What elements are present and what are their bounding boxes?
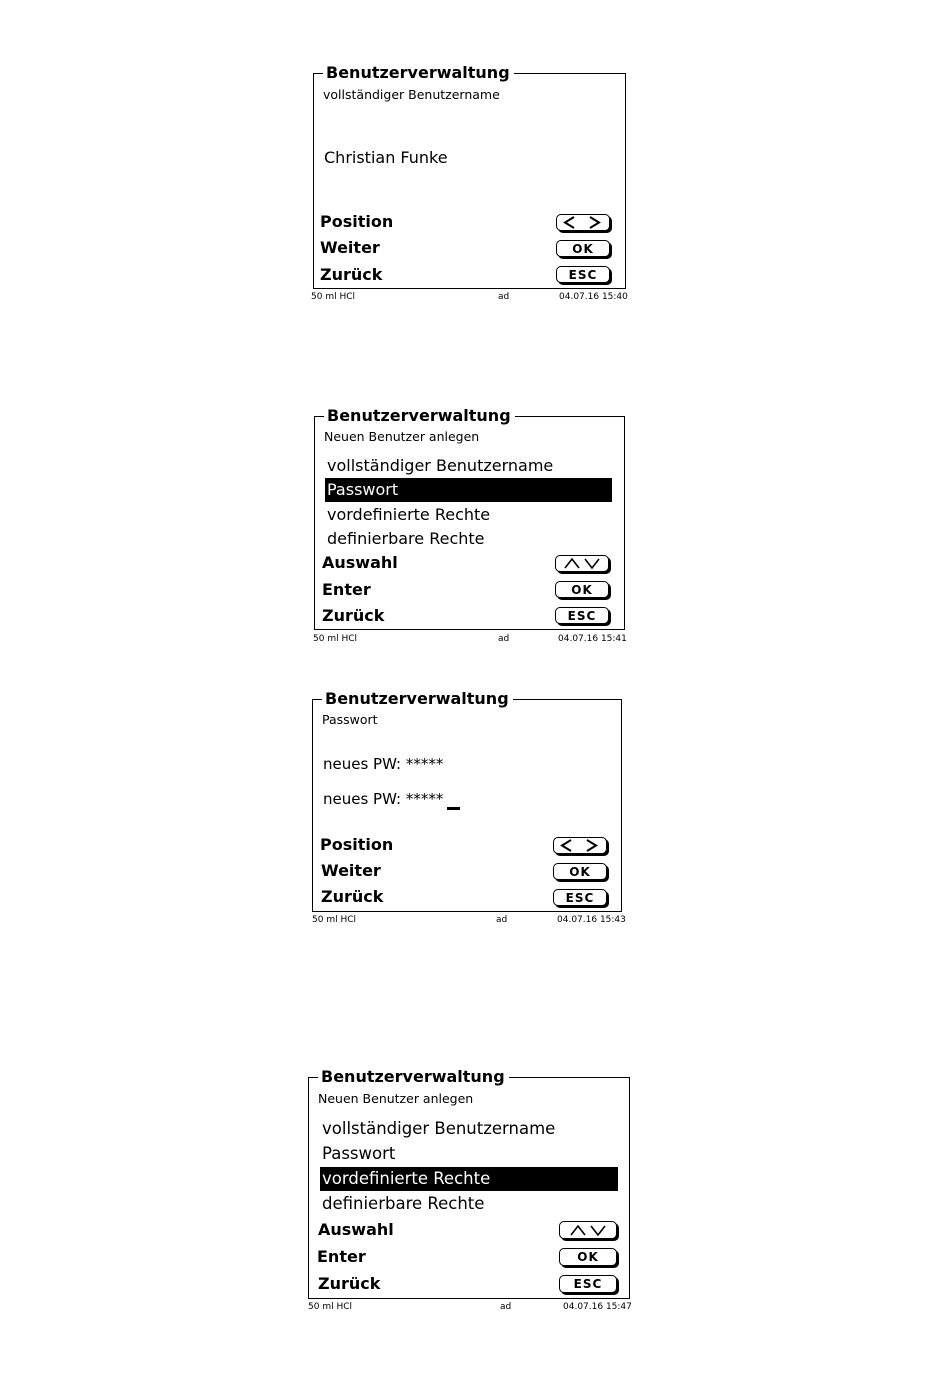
arrows-up-down-button[interactable] xyxy=(555,555,609,572)
status-datetime: 04.07.16 15:47 xyxy=(563,1302,632,1312)
status-method: 50 ml HCl xyxy=(312,915,356,925)
key-label-weiter: Weiter xyxy=(321,861,381,880)
esc-button[interactable]: ESC xyxy=(556,266,610,283)
fullname-input[interactable]: Christian Funke xyxy=(324,148,448,167)
esc-button[interactable]: ESC xyxy=(553,889,607,906)
menu-item-fullname[interactable]: vollständiger Benutzername xyxy=(322,1119,556,1138)
menu-item-predefined-rights[interactable]: vordefinierte Rechte xyxy=(320,1167,618,1191)
key-label-zurueck: Zurück xyxy=(321,887,384,906)
text-cursor xyxy=(447,807,460,810)
status-datetime: 04.07.16 15:43 xyxy=(557,915,626,925)
new-password-field[interactable] xyxy=(323,755,443,773)
screen-new-user-menu-2 xyxy=(308,1067,632,1317)
screen-subtitle: Passwort xyxy=(322,712,378,727)
status-method: 50 ml HCl xyxy=(308,1302,352,1312)
status-datetime: 04.07.16 15:41 xyxy=(558,634,627,644)
key-label-enter: Enter xyxy=(317,1247,366,1266)
key-label-weiter: Weiter xyxy=(320,238,380,257)
ok-button[interactable]: OK xyxy=(556,240,610,257)
screen-new-user-menu xyxy=(313,406,627,648)
esc-button[interactable]: ESC xyxy=(555,607,609,624)
key-label-position: Position xyxy=(320,212,394,231)
status-method: 50 ml HCl xyxy=(311,292,355,302)
screen-title: Benutzerverwaltung xyxy=(324,407,515,425)
arrows-up-down-button[interactable] xyxy=(559,1221,617,1239)
menu-item-definable-rights[interactable]: definierbare Rechte xyxy=(322,1194,485,1213)
status-user: ad xyxy=(500,1302,512,1312)
status-datetime: 04.07.16 15:40 xyxy=(559,292,628,302)
screen-subtitle: vollständiger Benutzername xyxy=(323,87,500,102)
status-user: ad xyxy=(498,634,510,644)
arrows-up-down-icon xyxy=(561,557,603,570)
menu-item-fullname[interactable]: vollständiger Benutzername xyxy=(327,456,554,475)
key-label-auswahl: Auswahl xyxy=(322,553,398,572)
field-label: neues PW: xyxy=(323,755,402,773)
ok-button[interactable]: OK xyxy=(555,581,609,598)
screen-subtitle: Neuen Benutzer anlegen xyxy=(318,1091,474,1106)
arrows-left-right-icon xyxy=(559,839,601,852)
field-value: ***** xyxy=(405,755,444,773)
status-user: ad xyxy=(498,292,510,302)
menu-item-predefined-rights[interactable]: vordefinierte Rechte xyxy=(327,505,491,524)
arrows-left-right-button[interactable] xyxy=(556,214,610,231)
key-label-zurueck: Zurück xyxy=(318,1274,381,1293)
key-label-zurueck: Zurück xyxy=(320,265,383,284)
field-label: neues PW: xyxy=(323,790,402,808)
key-label-position: Position xyxy=(320,835,394,854)
key-label-zurueck: Zurück xyxy=(322,606,385,625)
status-method: 50 ml HCl xyxy=(313,634,357,644)
arrows-up-down-icon xyxy=(567,1224,609,1237)
menu-item-password[interactable]: Passwort xyxy=(325,478,612,502)
menu-item-password[interactable]: Passwort xyxy=(322,1144,396,1163)
field-value: ***** xyxy=(405,790,444,808)
confirm-password-field[interactable] xyxy=(323,790,443,808)
screen-subtitle: Neuen Benutzer anlegen xyxy=(324,429,480,444)
screen-title: Benutzerverwaltung xyxy=(322,690,513,708)
screen-title: Benutzerverwaltung xyxy=(323,64,514,82)
ok-button[interactable]: OK xyxy=(559,1248,617,1266)
esc-button[interactable]: ESC xyxy=(559,1275,617,1293)
arrows-left-right-icon xyxy=(562,216,604,229)
key-label-enter: Enter xyxy=(322,580,371,599)
arrows-left-right-button[interactable] xyxy=(553,837,607,854)
menu-item-definable-rights[interactable]: definierbare Rechte xyxy=(327,529,485,548)
key-label-auswahl: Auswahl xyxy=(318,1220,394,1239)
ok-button[interactable]: OK xyxy=(553,863,607,880)
status-user: ad xyxy=(496,915,508,925)
screen-title: Benutzerverwaltung xyxy=(318,1068,509,1086)
screen-user-fullname xyxy=(311,63,628,305)
screen-password xyxy=(312,689,626,931)
